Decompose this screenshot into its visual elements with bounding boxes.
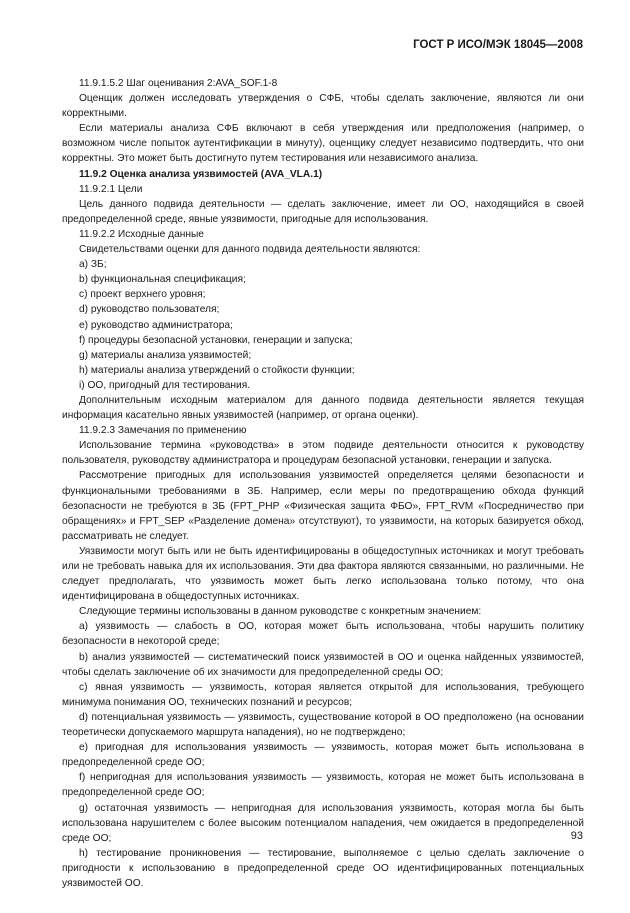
paragraph: Свидетельствами оценки для данного подвида деятельности являются: [79, 244, 421, 256]
paragraph: f) процедуры безопасной установки, генерации и запуска; [79, 334, 353, 346]
paragraph: 11.9.2.1 Цели [79, 183, 143, 195]
paragraph: g) материалы анализа уязвимостей; [79, 349, 252, 361]
paragraph: f) непригодная для использования уязвимость — уязвимость, которая не может быть использована в предопределенной среде ОО; [62, 772, 584, 799]
paragraph: 11.9.1.5.2 Шаг оценивания 2:AVA_SOF.1-8 [79, 78, 278, 89]
paragraph: а) ЗБ; [79, 259, 107, 271]
paragraph: с) проект верхнего уровня; [79, 289, 206, 301]
paragraph: Рассмотрение пригодных для использования уязвимостей определяется целями безопасности и функциональными требованиями в ЗБ. Например, если меры по предотвращению обхода функций безопасности не требуются в ЗБ (FPT_PHP «Физическая защита ФБО», FPT_RVM «Посредничество при обращениях» и FPT_SEP «Разделение домена» отсутствуют), то уязвимости, на которых базируется обход, рассматривать не следует. [62, 470, 584, 542]
paragraph: 11.9.2.3 Замечания по применению [79, 425, 247, 437]
paragraph: Если материалы анализа СФБ включают в себя утверждения или предположения (например, о возможном числе попыток аутентификации в минуту), оценщику следует независимо подтвердить, что они корректны. Это может быть достигнуто путем тестирования или независимого анализа. [62, 123, 584, 165]
paragraph: е) пригодная для использования уязвимость — уязвимость, которая может быть использована в предопределенной среде ОО; [62, 742, 584, 769]
paragraph: h) тестирование проникновения — тестирование, выполняемое с целью сделать заключение о пригодности к использованию в предопределенной среде ОО идентифицированных потенциальных уязвимостей ОО. [62, 847, 584, 889]
paragraph: Следующие термины использованы в данном руководстве с конкретным значением: [79, 606, 482, 618]
section-heading: 11.9.2 Оценка анализа уязвимостей (AVA_VLA.1) [79, 168, 323, 180]
paragraph: d) потенциальная уязвимость — уязвимость, существование которой в ОО предположено (на основании теоретически допускаемого маршрута нападения), но не подтверждено; [62, 711, 584, 739]
paragraph: е) руководство администратора; [79, 319, 233, 331]
paragraph: b) анализ уязвимостей — систематический поиск уязвимостей в ОО и оценка найденных уязвимостей, чтобы сделать заключение об их значимости для предопределенной среды ОО; [62, 651, 584, 678]
paragraph: g) остаточная уязвимость — непригодная для использования уязвимость, которая могла бы быть использована нарушителем с более высоким потенциалом нападения, чем ожидается в предопределенной среде ОО; [62, 802, 584, 844]
paragraph: i) ОО, пригодный для тестирования. [79, 379, 251, 391]
paragraph: с) явная уязвимость — уязвимость, которая является открытой для использования, требующего минимума понимания ОО, технических познаний и ресурсов; [62, 681, 584, 708]
paragraph: Оценщик должен исследовать утверждения о СФБ, чтобы сделать заключение, являются ли они корректными. [62, 93, 584, 120]
document-body [62, 76, 584, 891]
paragraph: а) уязвимость — слабость в ОО, которая может быть использована, чтобы нарушить политику безопасности в некоторой среде; [62, 621, 584, 648]
paragraph: Цель данного подвида деятельности — сделать заключение, имеет ли ОО, находящийся в своей предопределенной среде, явные уязвимости, пригодные для использования. [62, 198, 584, 225]
paragraph: h) материалы анализа утверждений о стойкости функции; [79, 364, 355, 376]
document-header: ГОСТ Р ИСО/МЭК 18045—2008 [413, 39, 583, 51]
page-number: 93 [570, 830, 583, 842]
paragraph: Дополнительным исходным материалом для данного подвида деятельности является текущая информация касательно явных уязвимостей (например, от органа оценки). [62, 394, 584, 422]
paragraph: b) функциональная спецификация; [79, 274, 246, 286]
paragraph: Использование термина «руководства» в этом подвиде деятельности относится к руководству пользователя, руководству администратора и процедурам безопасной установки, генерации и запуска. [62, 440, 584, 467]
paragraph: d) руководство пользователя; [79, 304, 220, 316]
paragraph: Уязвимости могут быть или не быть идентифицированы в общедоступных источниках и могут требовать или не требовать навыка для их использования. Эти два фактора являются связанными, но различными. Не следует предполагать, что уязвимость может быть легко использована только потому, что она идентифицирована в общедоступных источниках. [62, 545, 584, 603]
paragraph: 11.9.2.2 Исходные данные [79, 228, 204, 240]
